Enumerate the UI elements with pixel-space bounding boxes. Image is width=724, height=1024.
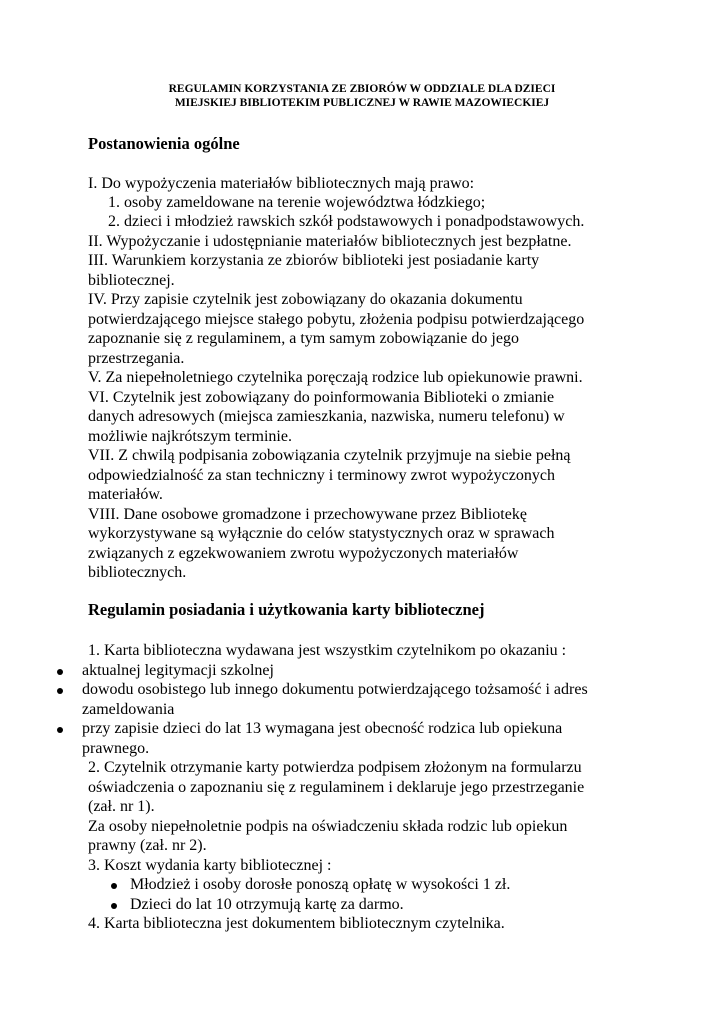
bullet-icon xyxy=(57,688,63,694)
document-title xyxy=(0,82,724,110)
text-line: 2. Czytelnik otrzymanie karty potwierdza podpisem złożonym na formularzu xyxy=(88,759,582,776)
title-line-1: REGULAMIN KORZYSTANIA ZE ZBIORÓW W ODDZIALE DLA DZIECI xyxy=(168,83,556,95)
text-line: 3. Koszt wydania karty bibliotecznej : xyxy=(88,857,332,874)
bullet-item: aktualnej legitymacji szkolnej xyxy=(82,662,274,679)
text-line: Za osoby niepełnoletnie podpis na oświadczeniu składa rodzic lub opiekun xyxy=(88,818,568,835)
text-line: bibliotecznej. xyxy=(88,272,175,289)
text-line: odpowiedzialność za stan techniczny i terminowy zwrot wypożyczonych xyxy=(88,467,555,484)
text-line: możliwie najkrótszym terminie. xyxy=(88,428,292,445)
section-heading-card: Regulamin posiadania i użytkowania karty bibliotecznej xyxy=(88,600,485,619)
text-line: IV. Przy zapisie czytelnik jest zobowiązany do okazania dokumentu xyxy=(88,291,523,308)
title-line-2: MIEJSKIEJ BIBLIOTEKIM PUBLICZNEJ W RAWIE MAZOWIECKIEJ xyxy=(174,97,550,109)
text-line: II. Wypożyczanie i udostępnianie materiałów bibliotecznych jest bezpłatne. xyxy=(88,233,572,250)
text-line: wykorzystywane są wyłącznie do celów statystycznych oraz w sprawach xyxy=(88,525,555,542)
bullet-item: Młodzież i osoby dorosłe ponoszą opłatę w wysokości 1 zł. xyxy=(130,876,511,893)
text-line: danych adresowych (miejsca zamieszkania, nazwiska, numeru telefonu) w xyxy=(88,408,565,425)
text-line: oświadczenia o zapoznaniu się z regulaminem i deklaruje jego przestrzeganie xyxy=(88,779,585,796)
text-line: materiałów. xyxy=(88,486,163,503)
text-line: potwierdzającego miejsce stałego pobytu, złożenia podpisu potwierdzającego xyxy=(88,311,585,328)
text-line: VIII. Dane osobowe gromadzone i przechowywane przez Bibliotekę xyxy=(88,506,527,523)
text-line: prawny (zał. nr 2). xyxy=(88,837,207,854)
text-line: V. Za niepełnoletniego czytelnika poręczają rodzice lub opiekunowie prawni. xyxy=(88,369,583,386)
numbered-item: 1. osoby zameldowane na terenie województwa łódzkiego; xyxy=(108,194,486,211)
bullet-item: Dzieci do lat 10 otrzymują kartę za darmo. xyxy=(130,896,404,913)
bullet-item: dowodu osobistego lub innego dokumentu potwierdzającego tożsamość i adres xyxy=(82,681,588,698)
bullet-icon xyxy=(111,883,117,889)
text-line: (zał. nr 1). xyxy=(88,798,155,815)
bullet-icon xyxy=(57,727,63,733)
bullet-icon xyxy=(57,669,63,675)
text-line: związanych z egzekwowaniem zwrotu wypożyczonych materiałów xyxy=(88,545,519,562)
text-line: I. Do wypożyczenia materiałów bibliotecznych mają prawo: xyxy=(88,175,475,192)
text-line: 4. Karta biblioteczna jest dokumentem bibliotecznym czytelnika. xyxy=(88,915,505,932)
section-heading-general: Postanowienia ogólne xyxy=(88,134,240,153)
bullet-item: przy zapisie dzieci do lat 13 wymagana jest obecność rodzica lub opiekuna xyxy=(82,720,563,737)
bullet-item-continuation: prawnego. xyxy=(82,740,150,757)
text-line: 1. Karta biblioteczna wydawana jest wszystkim czytelnikom po okazaniu : xyxy=(88,642,567,659)
text-line: VII. Z chwilą podpisania zobowiązania czytelnik przyjmuje na siebie pełną xyxy=(88,447,571,464)
bullet-icon xyxy=(111,903,117,909)
text-line: zapoznanie się z regulaminem, a tym samym zobowiązanie do jego xyxy=(88,330,519,347)
numbered-item: 2. dzieci i młodzież rawskich szkół podstawowych i ponadpodstawowych. xyxy=(108,213,585,230)
text-line: przestrzegania. xyxy=(88,350,185,367)
text-line: VI. Czytelnik jest zobowiązany do poinformowania Biblioteki o zmianie xyxy=(88,389,555,406)
bullet-item-continuation: zameldowania xyxy=(82,701,175,718)
text-line: III. Warunkiem korzystania ze zbiorów biblioteki jest posiadanie karty xyxy=(88,252,540,269)
text-line: bibliotecznych. xyxy=(88,564,187,581)
